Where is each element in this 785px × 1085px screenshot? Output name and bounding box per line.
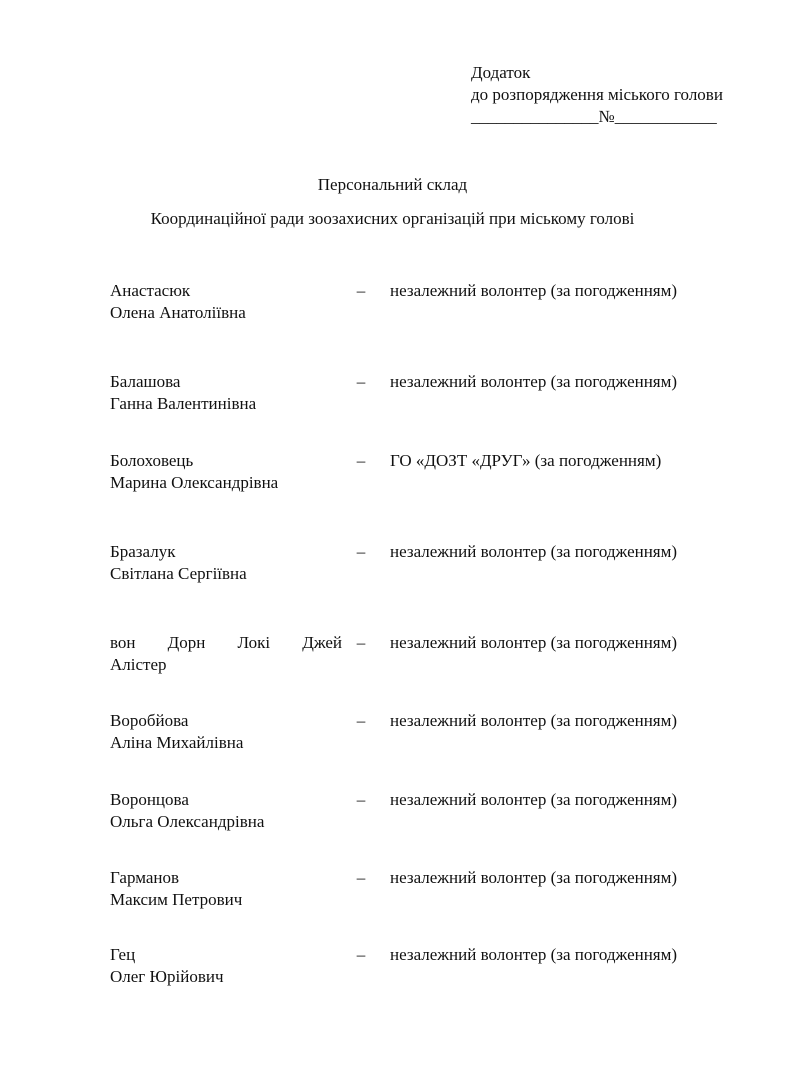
member-surname: вон Дорн Локі Джей bbox=[110, 633, 342, 652]
member-surname: Гарманов bbox=[110, 868, 180, 887]
member-given-name: Світлана Сергіївна bbox=[110, 564, 247, 583]
member-name bbox=[110, 371, 342, 415]
member-given-name: Олег Юрійович bbox=[110, 967, 224, 986]
member-given-name: Марина Олександрівна bbox=[110, 473, 279, 492]
member-dash: – bbox=[356, 945, 366, 964]
member-dash: – bbox=[356, 868, 366, 887]
member-dash: – bbox=[356, 372, 366, 391]
member-name bbox=[110, 632, 342, 676]
member-entry bbox=[110, 450, 730, 496]
member-entry bbox=[110, 944, 730, 990]
member-role: незалежний волонтер (за погодженням) bbox=[390, 868, 678, 887]
appendix-number-line: _______________№____________ bbox=[471, 107, 717, 126]
appendix-block bbox=[471, 62, 771, 128]
member-dash: – bbox=[356, 451, 366, 470]
member-dash: – bbox=[356, 633, 366, 652]
member-name bbox=[110, 944, 342, 988]
member-entry bbox=[110, 710, 730, 756]
appendix-reference: до розпорядження міського голови bbox=[471, 85, 723, 104]
member-dash: – bbox=[356, 711, 366, 730]
member-name bbox=[110, 789, 342, 833]
member-role: ГО «ДОЗТ «ДРУГ» (за погодженням) bbox=[390, 451, 662, 470]
member-surname: Балашова bbox=[110, 372, 181, 391]
member-entry bbox=[110, 632, 730, 678]
member-role: незалежний волонтер (за погодженням) bbox=[390, 711, 678, 730]
member-name bbox=[110, 280, 342, 324]
member-name bbox=[110, 710, 342, 754]
document-subtitle: Координаційної ради зоозахисних організацій при міському голові bbox=[150, 209, 635, 228]
member-role: незалежний волонтер (за погодженням) bbox=[390, 281, 678, 300]
member-dash: – bbox=[356, 281, 366, 300]
member-role: незалежний волонтер (за погодженням) bbox=[390, 633, 678, 652]
member-given-name: Максим Петрович bbox=[110, 890, 243, 909]
member-entry bbox=[110, 867, 730, 913]
member-given-name: Ольга Олександрівна bbox=[110, 812, 265, 831]
member-role: незалежний волонтер (за погодженням) bbox=[390, 790, 678, 809]
member-entry bbox=[110, 280, 730, 326]
member-surname: Анастасюк bbox=[110, 281, 191, 300]
member-surname: Воронцова bbox=[110, 790, 189, 809]
member-given-name: Ганна Валентинівна bbox=[110, 394, 257, 413]
member-dash: – bbox=[356, 790, 366, 809]
member-surname: Гец bbox=[110, 945, 136, 964]
member-given-name: Аліна Михайлівна bbox=[110, 733, 244, 752]
member-given-name: Олена Анатоліївна bbox=[110, 303, 246, 322]
member-role: незалежний волонтер (за погодженням) bbox=[390, 542, 678, 561]
member-dash: – bbox=[356, 542, 366, 561]
member-entry bbox=[110, 789, 730, 835]
member-surname: Болоховець bbox=[110, 451, 194, 470]
member-entry bbox=[110, 371, 730, 417]
member-name bbox=[110, 450, 342, 494]
member-name bbox=[110, 867, 342, 911]
appendix-label: Додаток bbox=[471, 63, 531, 82]
member-entry bbox=[110, 541, 730, 587]
member-surname: Воробйова bbox=[110, 711, 189, 730]
document-title: Персональний склад bbox=[317, 175, 468, 194]
member-surname: Бразалук bbox=[110, 542, 176, 561]
member-name bbox=[110, 541, 342, 585]
member-given-name: Алістер bbox=[110, 655, 167, 674]
member-role: незалежний волонтер (за погодженням) bbox=[390, 945, 678, 964]
member-role: незалежний волонтер (за погодженням) bbox=[390, 372, 678, 391]
